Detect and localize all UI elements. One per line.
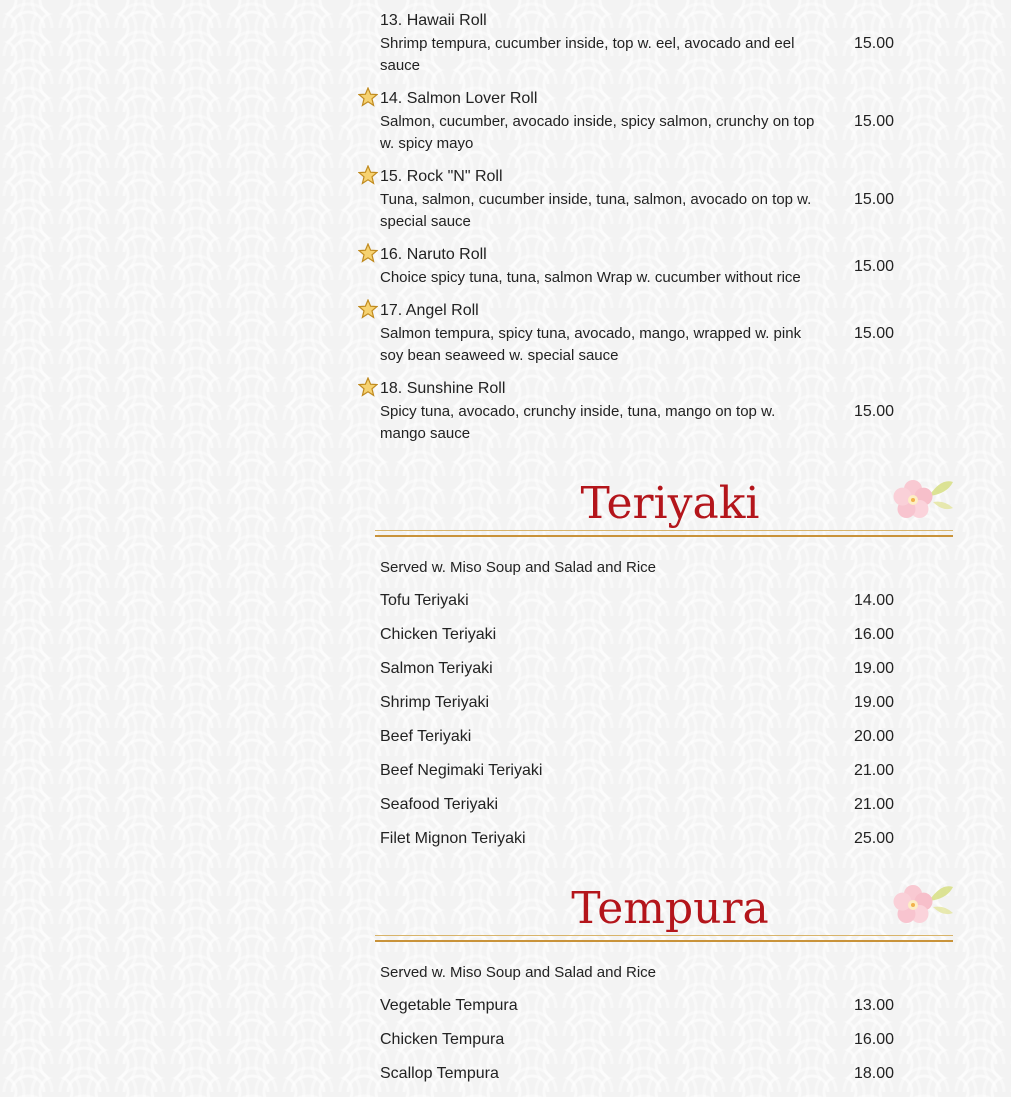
item-price: 25.00 (854, 830, 895, 847)
item-price: 14.00 (854, 592, 895, 609)
item-description: Salmon, cucumber, avocado inside, spicy salmon, crunchy on top w. spicy mayo (380, 113, 815, 152)
item-name: Seafood Teriyaki (380, 796, 498, 813)
item-description: Tuna, salmon, cucumber inside, tuna, salmon, avocado on top w. special sauce (380, 191, 812, 230)
item-description: Salmon tempura, spicy tuna, avocado, mango, wrapped w. pink soy bean seaweed w. special sauce (380, 325, 802, 364)
section-heading-teriyaki (375, 476, 955, 546)
served-note: Served w. Miso Soup and Salad and Rice (380, 559, 656, 576)
item-price: 15.00 (854, 258, 895, 275)
item-name: 16. Naruto Roll (380, 246, 487, 263)
item-description: Shrimp tempura, cucumber inside, top w. eel, avocado and eel sauce (380, 35, 795, 74)
item-name: 13. Hawaii Roll (380, 12, 487, 29)
item-price: 15.00 (854, 113, 895, 130)
section-title: Teriyaki (580, 478, 760, 529)
item-price: 19.00 (854, 660, 895, 677)
item-name: Chicken Teriyaki (380, 626, 497, 643)
item-price: 15.00 (854, 35, 895, 52)
star-icon (358, 299, 378, 319)
item-price: 19.00 (854, 694, 895, 711)
item-price: 21.00 (854, 762, 895, 779)
section-title: Tempura (571, 883, 769, 934)
item-name: 14. Salmon Lover Roll (380, 90, 538, 107)
item-name: Beef Negimaki Teriyaki (380, 762, 543, 779)
item-name: Beef Teriyaki (380, 728, 472, 745)
section-divider (375, 530, 953, 537)
item-price: 18.00 (854, 1065, 895, 1082)
cherry-blossom-icon (889, 472, 955, 524)
item-price: 20.00 (854, 728, 895, 745)
item-name: Tofu Teriyaki (380, 592, 469, 609)
item-price: 21.00 (854, 796, 895, 813)
item-price: 16.00 (854, 1031, 895, 1048)
item-name: Scallop Tempura (380, 1065, 499, 1082)
item-name: 18. Sunshine Roll (380, 380, 506, 397)
item-name: 17. Angel Roll (380, 302, 479, 319)
section-divider (375, 935, 953, 942)
cherry-blossom-icon (889, 877, 955, 929)
item-price: 15.00 (854, 325, 895, 342)
star-icon (358, 165, 378, 185)
item-price: 15.00 (854, 191, 895, 208)
item-price: 16.00 (854, 626, 895, 643)
item-price: 13.00 (854, 997, 895, 1014)
section-heading-tempura (375, 881, 955, 951)
item-name: Shrimp Teriyaki (380, 694, 490, 711)
star-icon (358, 377, 378, 397)
item-description: Spicy tuna, avocado, crunchy inside, tuna, mango on top w. mango sauce (380, 403, 776, 442)
item-description: Choice spicy tuna, tuna, salmon Wrap w. cucumber without rice (380, 269, 801, 286)
star-icon (358, 87, 378, 107)
star-icon (358, 243, 378, 263)
item-price: 15.00 (854, 403, 895, 420)
item-name: Vegetable Tempura (380, 997, 518, 1014)
item-name: Salmon Teriyaki (380, 660, 493, 677)
item-name: Filet Mignon Teriyaki (380, 830, 526, 847)
item-name: Chicken Tempura (380, 1031, 505, 1048)
item-name: 15. Rock "N" Roll (380, 168, 503, 185)
served-note: Served w. Miso Soup and Salad and Rice (380, 964, 656, 981)
